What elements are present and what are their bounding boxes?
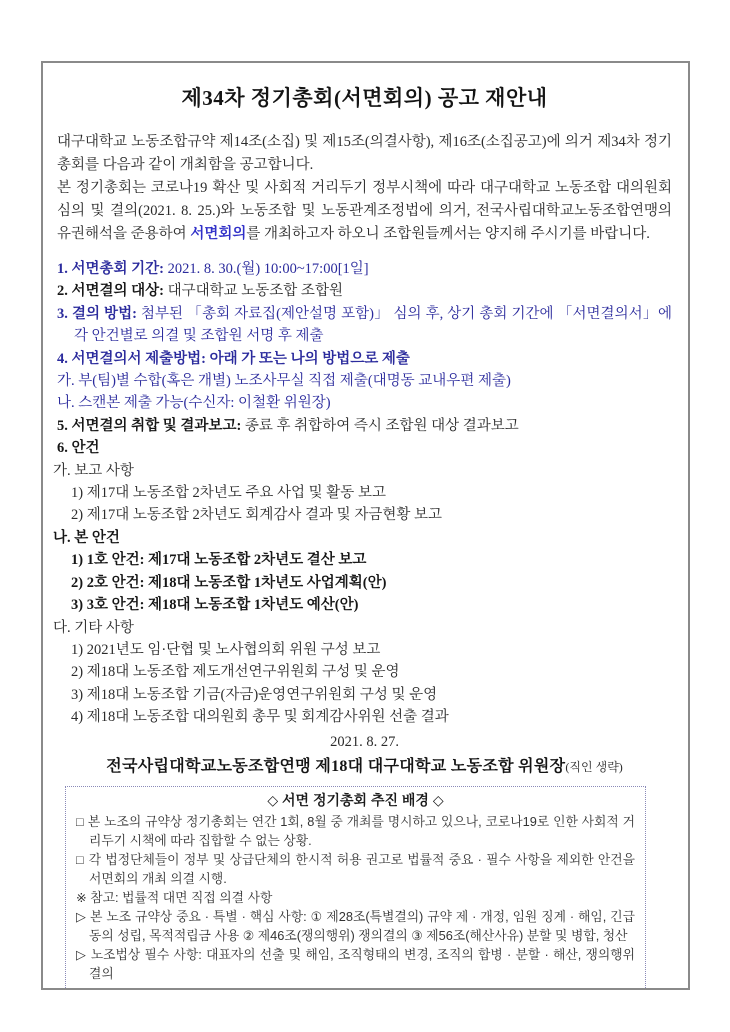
agenda-etc-item-3: 3) 제18대 노동조합 기금(자금)운영연구위원회 구성 및 운영 (71, 686, 438, 703)
list-item-target (57, 280, 672, 302)
agenda-report-item-2: 2) 제17대 노동조합 2차년도 회계감사 결과 및 자금현황 보고 (71, 507, 442, 524)
written-meeting-highlight: 서면회의 (190, 226, 247, 242)
notice-box-title: ◇ 서면 정기총회 추진 배경 ◇ (267, 791, 444, 808)
agenda-section-etc-title: 다. 기타 사항 (53, 619, 134, 636)
agenda-main-item-1: 1) 1호 안건: 제17대 노동조합 2차년도 결산 보고 (71, 552, 367, 569)
agenda-section-report-title: 가. 보고 사항 (53, 462, 134, 479)
notice-box-line-1: □ 본 노조의 규약상 정기총회는 연간 1회, 8월 중 개최를 명시하고 있으나, 코로나19로 인한 사회적 거리두기 시책에 따라 집합할 수 없는 상황. (76, 813, 635, 848)
intro-paragraph-1: 대구대학교 노동조합규약 제14조(소집) 및 제15조(의결사항), 제16조(소집공고)에 의거 제34차 정기총회를 다음과 같이 개최함을 공고합니다. (57, 134, 672, 173)
agenda-main-item-3: 3) 3호 안건: 제18대 노동조합 1차년도 예산(안) (71, 597, 359, 614)
agenda-etc-item-1: 1) 2021년도 임·단협 및 노사협의회 위원 구성 보고 (71, 641, 381, 658)
list-item-target-label: 2. 서면결의 대상: (57, 283, 164, 300)
notice-box-line-3: ※ 참고: 법률적 대면 직접 의결 사항 (76, 889, 273, 905)
list-item-method-label: 3. 결의 방법: (57, 305, 137, 322)
agenda-etc-item-2: 2) 제18대 노동조합 제도개선연구위원회 구성 및 운영 (71, 664, 400, 681)
submit-option-b: 나. 스캔본 제출 가능(수신자: 이철환 위원장) (57, 395, 331, 412)
list-item-submit (57, 348, 672, 370)
list-item-method-value: 첨부된 「총회 자료집(제안설명 포함)」 심의 후, 상기 총회 기간에 「서면결의서」에 각 안건별로 의결 및 조합원 서명 후 제출 (74, 305, 673, 345)
background-notice-box (65, 786, 646, 990)
signature-line (57, 753, 672, 776)
agenda-main-item-2: 2) 2호 안건: 제18대 노동조합 1차년도 사업계획(안) (71, 574, 387, 591)
list-item-period-value: 2021. 8. 30.(월) 10:00~17:00[1일] (167, 261, 369, 277)
agenda-etc-item-4: 4) 제18대 노동조합 대의원회 총무 및 회계감사위원 선출 결과 (71, 709, 449, 726)
notice-box-line-5: ▷ 노조법상 필수 사항: 대표자의 선출 및 해임, 조직형태의 변경, 조직의 합병 · 분할 · 해산, 쟁의행위 결의 (76, 946, 635, 981)
page-border-frame (41, 61, 690, 990)
list-item-period (57, 258, 672, 280)
signature-title: 전국사립대학교노동조합연맹 제18대 대구대학교 노동조합 위원장 (106, 757, 566, 775)
list-item-report-value: 종료 후 취합하여 즉시 조합원 대상 결과보고 (244, 417, 519, 434)
list-item-target-value: 대구대학교 노동조합 조합원 (167, 283, 343, 300)
list-item-submit-label: 4. 서면결의서 제출방법: (57, 350, 207, 367)
intro-paragraph-2-text: 본 정기총회는 코로나19 확산 및 사회적 거리두기 정부시책에 따라 대구대학교 노동조합 대의원회 심의 및 결의(2021. 8. 25.)와 노동조합 및 노동관계조정법에 의거, 전국사립대학교노동조합연맹의 유권해석을 준용하여 (57, 180, 672, 242)
list-item-method (57, 303, 672, 348)
notice-box-line-2: □ 각 법정단체들이 정부 및 상급단체의 한시적 허용 권고로 법률적 중요 · 필수 사항을 제외한 안건을 서면회의 개최 의결 시행. (76, 851, 635, 886)
list-item-agenda (57, 437, 672, 459)
list-item-report-label: 5. 서면결의 취합 및 결과보고: (57, 417, 242, 434)
notice-box-line-4: ▷ 본 노조 규약상 중요 · 특별 · 핵심 사항: ① 제28조(특별결의) 규약 제 · 개정, 임원 징계 · 해임, 긴급동의 성립, 목적적립금 사용 ② 제46조(쟁의행위) 쟁의결의 ③ 제56조(해산사유) 분할 및 병합, 청산 (76, 908, 635, 943)
intro-paragraph-2-tail: 를 개최하고자 하오니 조합원들께서는 양지해 주시기를 바랍니다. (246, 226, 650, 242)
list-item-period-label: 1. 서면총회 기간: (57, 261, 164, 277)
signature-seal-note: (직인 생략) (565, 759, 623, 774)
agenda-report-item-1: 1) 제17대 노동조합 2차년도 주요 사업 및 활동 보고 (71, 485, 386, 502)
intro-paragraph-2 (57, 177, 672, 246)
list-item-submit-value: 아래 가 또는 나의 방법으로 제출 (209, 350, 410, 367)
date-line: 2021. 8. 27. (330, 733, 399, 750)
list-item-agenda-label: 6. 안건 (57, 440, 100, 457)
submit-option-a: 가. 부(팀)별 수합(혹은 개별) 노조사무실 직접 제출(대명동 교내우편 제출) (57, 373, 511, 390)
page-title: 제34차 정기총회(서면회의) 공고 재안내 (181, 86, 548, 110)
agenda-section-main-title: 나. 본 안건 (53, 529, 120, 546)
notice-list (53, 258, 673, 729)
list-item-report (57, 415, 672, 437)
